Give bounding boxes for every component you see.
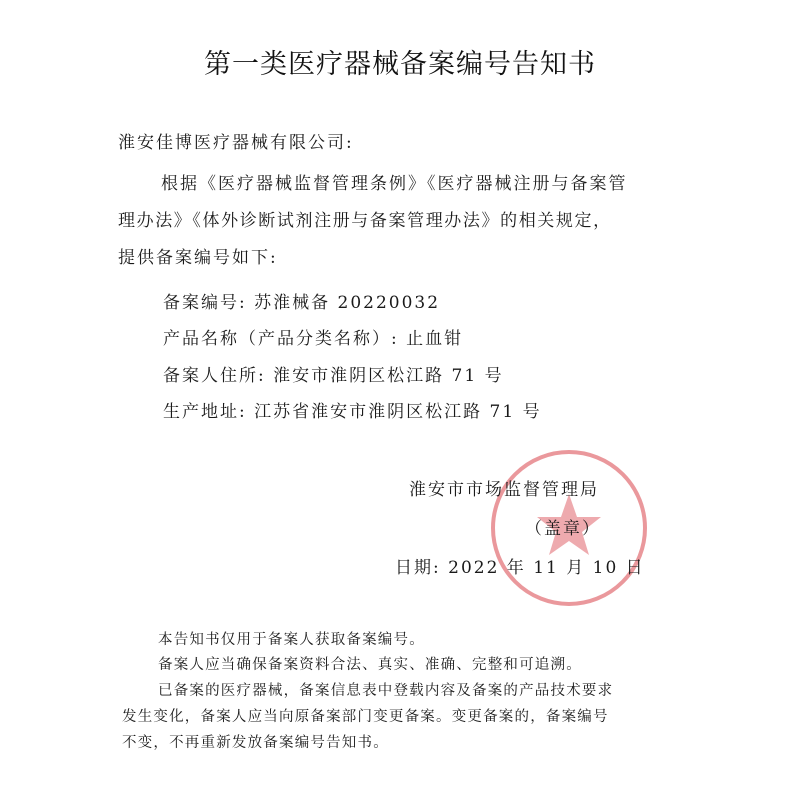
recipient-company: 淮安佳博医疗器械有限公司: [118,133,354,153]
seal-label: （盖章） [525,519,601,539]
product-name-field: 产品名称（产品分类名称）: 止血钳 [163,329,464,349]
issue-date: 日期: 2022 年 11 月 10 日 [395,558,645,578]
record-number-field: 备案编号: 苏淮械备 20220032 [163,293,441,313]
production-address-field: 生产地址: 江苏省淮安市淮阴区松江路 71 号 [163,402,542,422]
intro-line-2: 理办法》《体外诊断试剂注册与备案管理办法》的相关规定， [118,211,612,231]
note-line-2: 备案人应当确保备案资料合法、真实、准确、完整和可追溯。 [158,657,582,673]
intro-line-3: 提供备案编号如下: [118,248,278,268]
document-title: 第一类医疗器械备案编号告知书 [204,49,596,80]
note-line-1: 本告知书仅用于备案人获取备案编号。 [158,632,425,648]
registrant-address-field: 备案人住所: 淮安市淮阴区松江路 71 号 [163,366,504,386]
note-line-5: 不变，不再重新发放备案编号告知书。 [122,735,389,751]
intro-line-1: 根据《医疗器械监督管理条例》《医疗器械注册与备案管 [161,174,628,194]
note-line-3: 已备案的医疗器械，备案信息表中登载内容及备案的产品技术要求 [158,683,614,699]
note-line-4: 发生变化，备案人应当向原备案部门变更备案。变更备案的，备案编号 [122,709,609,725]
issuer-authority: 淮安市市场监督管理局 [409,480,599,500]
